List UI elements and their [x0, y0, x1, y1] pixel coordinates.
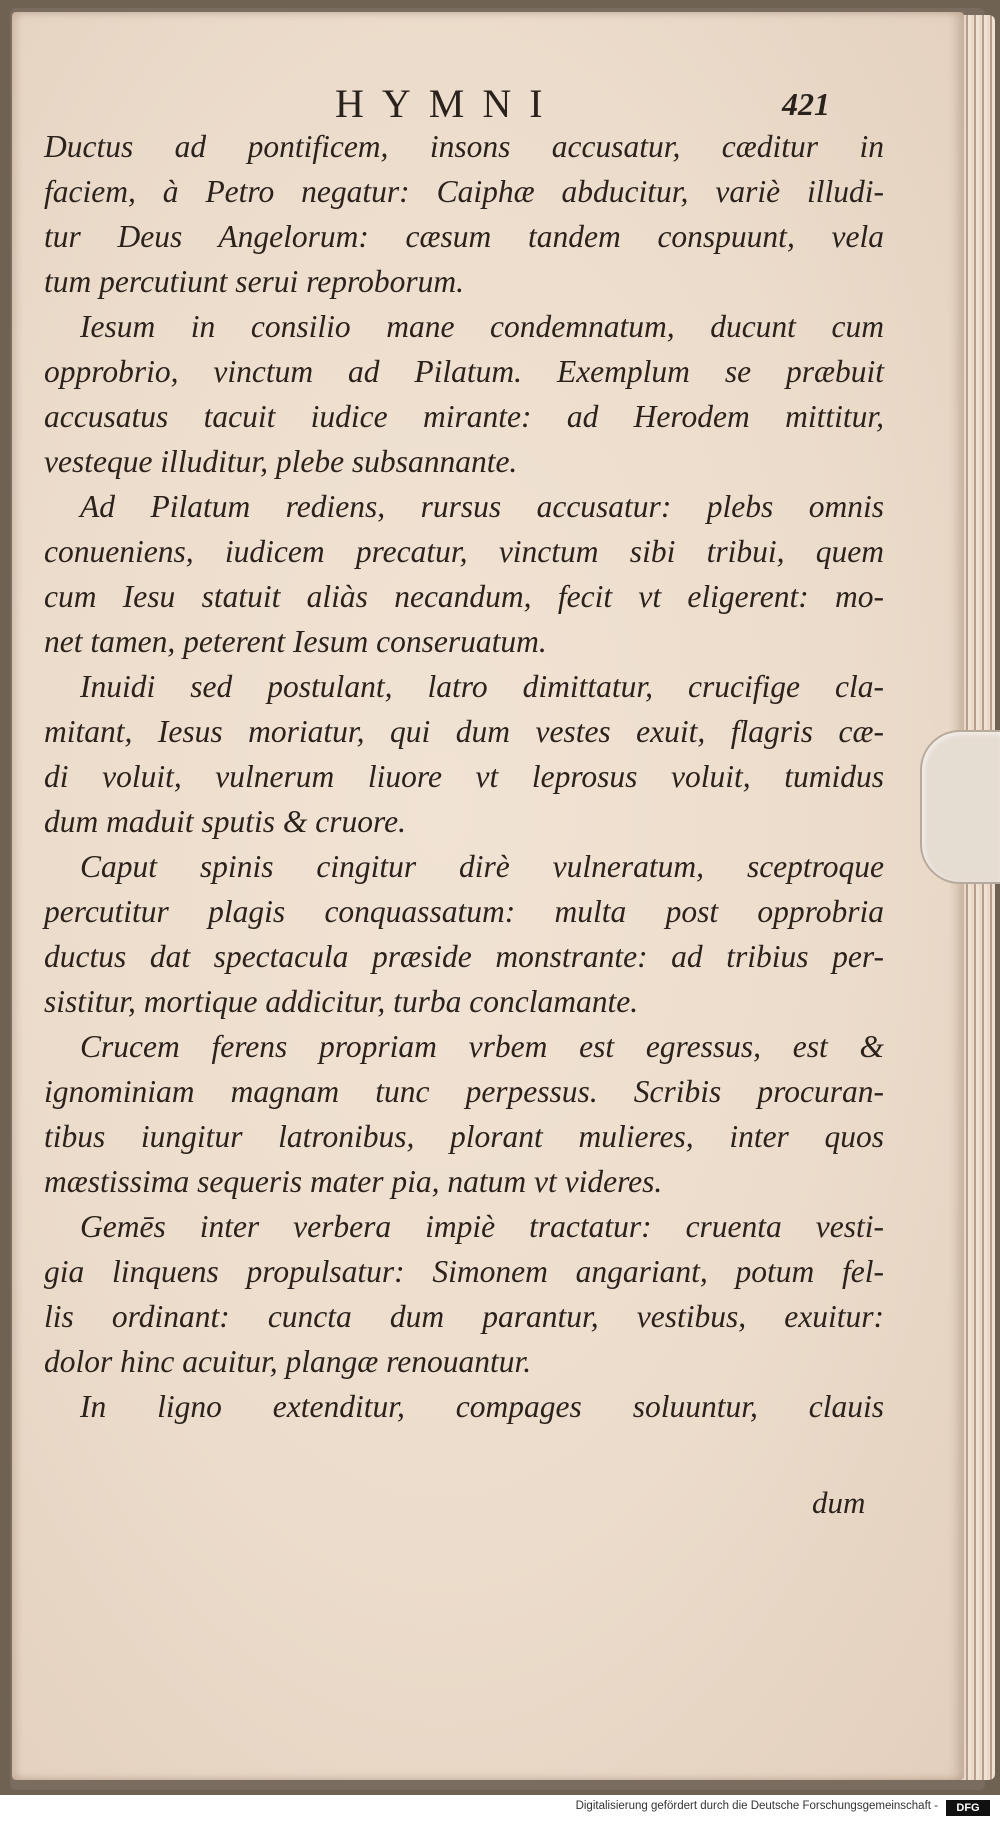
text-line: In ligno extenditur, compages soluuntur, clauis: [80, 1389, 884, 1424]
text-block: [44, 124, 884, 1429]
paragraph: [44, 484, 884, 664]
text-line: tibus iungitur latronibus, plorant mulieres, inter quos: [44, 1119, 884, 1154]
text-line: lis ordinant: cuncta dum parantur, vestibus, exuitur:: [44, 1299, 884, 1334]
text-line: net tamen, peterent Iesum conseruatum.: [44, 624, 547, 659]
text-line: gia linquens propulsatur: Simonem angariant, potum fel-: [44, 1254, 884, 1289]
paragraph: [44, 1384, 884, 1429]
text-line: mitant, Iesus moriatur, qui dum vestes exuit, flagris cæ-: [44, 714, 884, 749]
text-line: Ad Pilatum rediens, rursus accusatur: plebs omnis: [80, 489, 884, 524]
text-line: dum maduit sputis & cruore.: [44, 804, 406, 839]
catchword: dum: [812, 1485, 866, 1520]
text-line: Caput spinis cingitur dirè vulneratum, sceptroque: [80, 849, 884, 884]
text-line: Crucem ferens propriam vrbem est egressus, est &: [80, 1029, 884, 1064]
paragraph: [44, 124, 884, 304]
footer-credit: Digitalisierung gefördert durch die Deutsche Forschungsgemeinschaft -: [575, 1800, 938, 1812]
page-number: 421: [782, 86, 830, 122]
text-line: mæstissima sequeris mater pia, natum vt videres.: [44, 1164, 663, 1199]
paragraph: [44, 664, 884, 844]
text-line: Iesum in consilio mane condemnatum, ducunt cum: [80, 309, 884, 344]
paragraph: [44, 304, 884, 484]
paragraph: [44, 1024, 884, 1204]
text-line: vesteque illuditur, plebe subsannante.: [44, 444, 518, 479]
text-line: Inuidi sed postulant, latro dimittatur, crucifige cla-: [80, 669, 884, 704]
text-line: Ductus ad pontificem, insons accusatur, cæditur in: [44, 129, 884, 164]
text-line: percutitur plagis conquassatum: multa post opprobria: [44, 894, 884, 929]
paragraph: [44, 1204, 884, 1384]
text-line: tum percutiunt serui reproborum.: [44, 264, 464, 299]
page-header: [0, 80, 1000, 126]
text-line: tur Deus Angelorum: cæsum tandem conspuunt, vela: [44, 219, 884, 254]
text-line: accusatus tacuit iudice mirante: ad Herodem mittitur,: [44, 399, 884, 434]
text-line: Gemēs inter verbera impiè tractatur: cruenta vesti-: [80, 1209, 884, 1244]
text-line: faciem, à Petro negatur: Caiphæ abducitur, variè illudi-: [44, 174, 884, 209]
dfg-logo: DFG: [946, 1800, 990, 1816]
text-line: dolor hinc acuitur, plangæ renouantur.: [44, 1344, 532, 1379]
text-line: di voluit, vulnerum liuore vt leprosus voluit, tumidus: [44, 759, 884, 794]
running-title: HYMNI: [335, 81, 561, 126]
text-line: opprobrio, vinctum ad Pilatum. Exemplum se præbuit: [44, 354, 884, 389]
page-tab-marker: [920, 730, 1000, 884]
text-line: conueniens, iudicem precatur, vinctum sibi tribui, quem: [44, 534, 884, 569]
text-line: sistitur, mortique addicitur, turba conclamante.: [44, 984, 639, 1019]
paragraph: [44, 844, 884, 1024]
text-line: ductus dat spectacula præside monstrante: ad tribius per-: [44, 939, 884, 974]
text-line: ignominiam magnam tunc perpessus. Scribis procuran-: [44, 1074, 884, 1109]
text-line: cum Iesu statuit aliàs necandum, fecit vt eligerent: mo-: [44, 579, 884, 614]
